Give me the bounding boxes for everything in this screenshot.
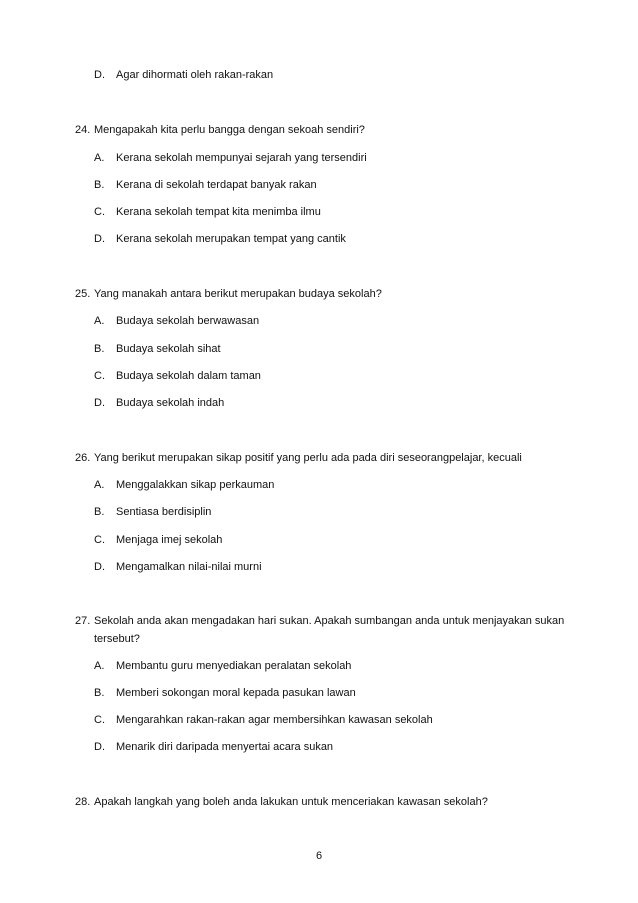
option-text: Menggalakkan sikap perkauman bbox=[116, 479, 275, 491]
option-text: Budaya sekolah dalam taman bbox=[116, 370, 261, 382]
option-letter: C. bbox=[94, 534, 105, 546]
option-text: Agar dihormati oleh rakan-rakan bbox=[116, 69, 274, 81]
option-letter: D. bbox=[94, 741, 105, 753]
question-number: 26. bbox=[75, 452, 91, 464]
option-text: Menjaga imej sekolah bbox=[116, 534, 223, 546]
option-text: Mengamalkan nilai-nilai murni bbox=[116, 561, 262, 573]
option-letter: D. bbox=[94, 561, 105, 573]
option-text: Kerana sekolah merupakan tempat yang cantik bbox=[116, 233, 346, 245]
option-text: Kerana sekolah tempat kita menimba ilmu bbox=[116, 206, 321, 218]
question-text: Yang manakah antara berikut merupakan budaya sekolah? bbox=[94, 288, 382, 300]
question-number: 25. bbox=[75, 288, 91, 300]
option-letter: B. bbox=[94, 179, 105, 191]
option-letter: B. bbox=[94, 687, 105, 699]
option-letter: C. bbox=[94, 370, 105, 382]
page-number: 6 bbox=[315, 850, 323, 862]
option-letter: A. bbox=[94, 152, 105, 164]
option-letter: B. bbox=[94, 506, 105, 518]
option-letter: A. bbox=[94, 660, 105, 672]
option-text: Kerana di sekolah terdapat banyak rakan bbox=[116, 179, 317, 191]
option-letter: C. bbox=[94, 206, 105, 218]
option-text: Kerana sekolah mempunyai sejarah yang tersendiri bbox=[116, 152, 367, 164]
question-text: tersebut? bbox=[94, 633, 140, 645]
question-text: Apakah langkah yang boleh anda lakukan untuk menceriakan kawasan sekolah? bbox=[94, 796, 488, 808]
option-text: Budaya sekolah indah bbox=[116, 397, 225, 409]
option-text: Memberi sokongan moral kepada pasukan lawan bbox=[116, 687, 356, 699]
question-text: Yang berikut merupakan sikap positif yang perlu ada pada diri seseorangpelajar, kecuali bbox=[94, 452, 522, 464]
option-letter: A. bbox=[94, 315, 105, 327]
option-text: Mengarahkan rakan-rakan agar membersihkan kawasan sekolah bbox=[116, 714, 433, 726]
option-letter: B. bbox=[94, 343, 105, 355]
question-number: 24. bbox=[75, 124, 91, 136]
option-text: Sentiasa berdisiplin bbox=[116, 506, 212, 518]
question-text: Mengapakah kita perlu bangga dengan sekoah sendiri? bbox=[94, 124, 365, 136]
question-number: 27. bbox=[75, 615, 91, 627]
option-letter: D. bbox=[94, 69, 105, 81]
question-text: Sekolah anda akan mengadakan hari sukan. Apakah sumbangan anda untuk menjayakan sukan bbox=[94, 615, 565, 627]
option-text: Budaya sekolah sihat bbox=[116, 343, 221, 355]
option-letter: D. bbox=[94, 233, 105, 245]
option-text: Membantu guru menyediakan peralatan sekolah bbox=[116, 660, 352, 672]
option-letter: C. bbox=[94, 714, 105, 726]
option-text: Budaya sekolah berwawasan bbox=[116, 315, 260, 327]
question-number: 28. bbox=[75, 796, 91, 808]
option-text: Menarik diri daripada menyertai acara sukan bbox=[116, 741, 334, 753]
option-letter: A. bbox=[94, 479, 105, 491]
option-letter: D. bbox=[94, 397, 105, 409]
